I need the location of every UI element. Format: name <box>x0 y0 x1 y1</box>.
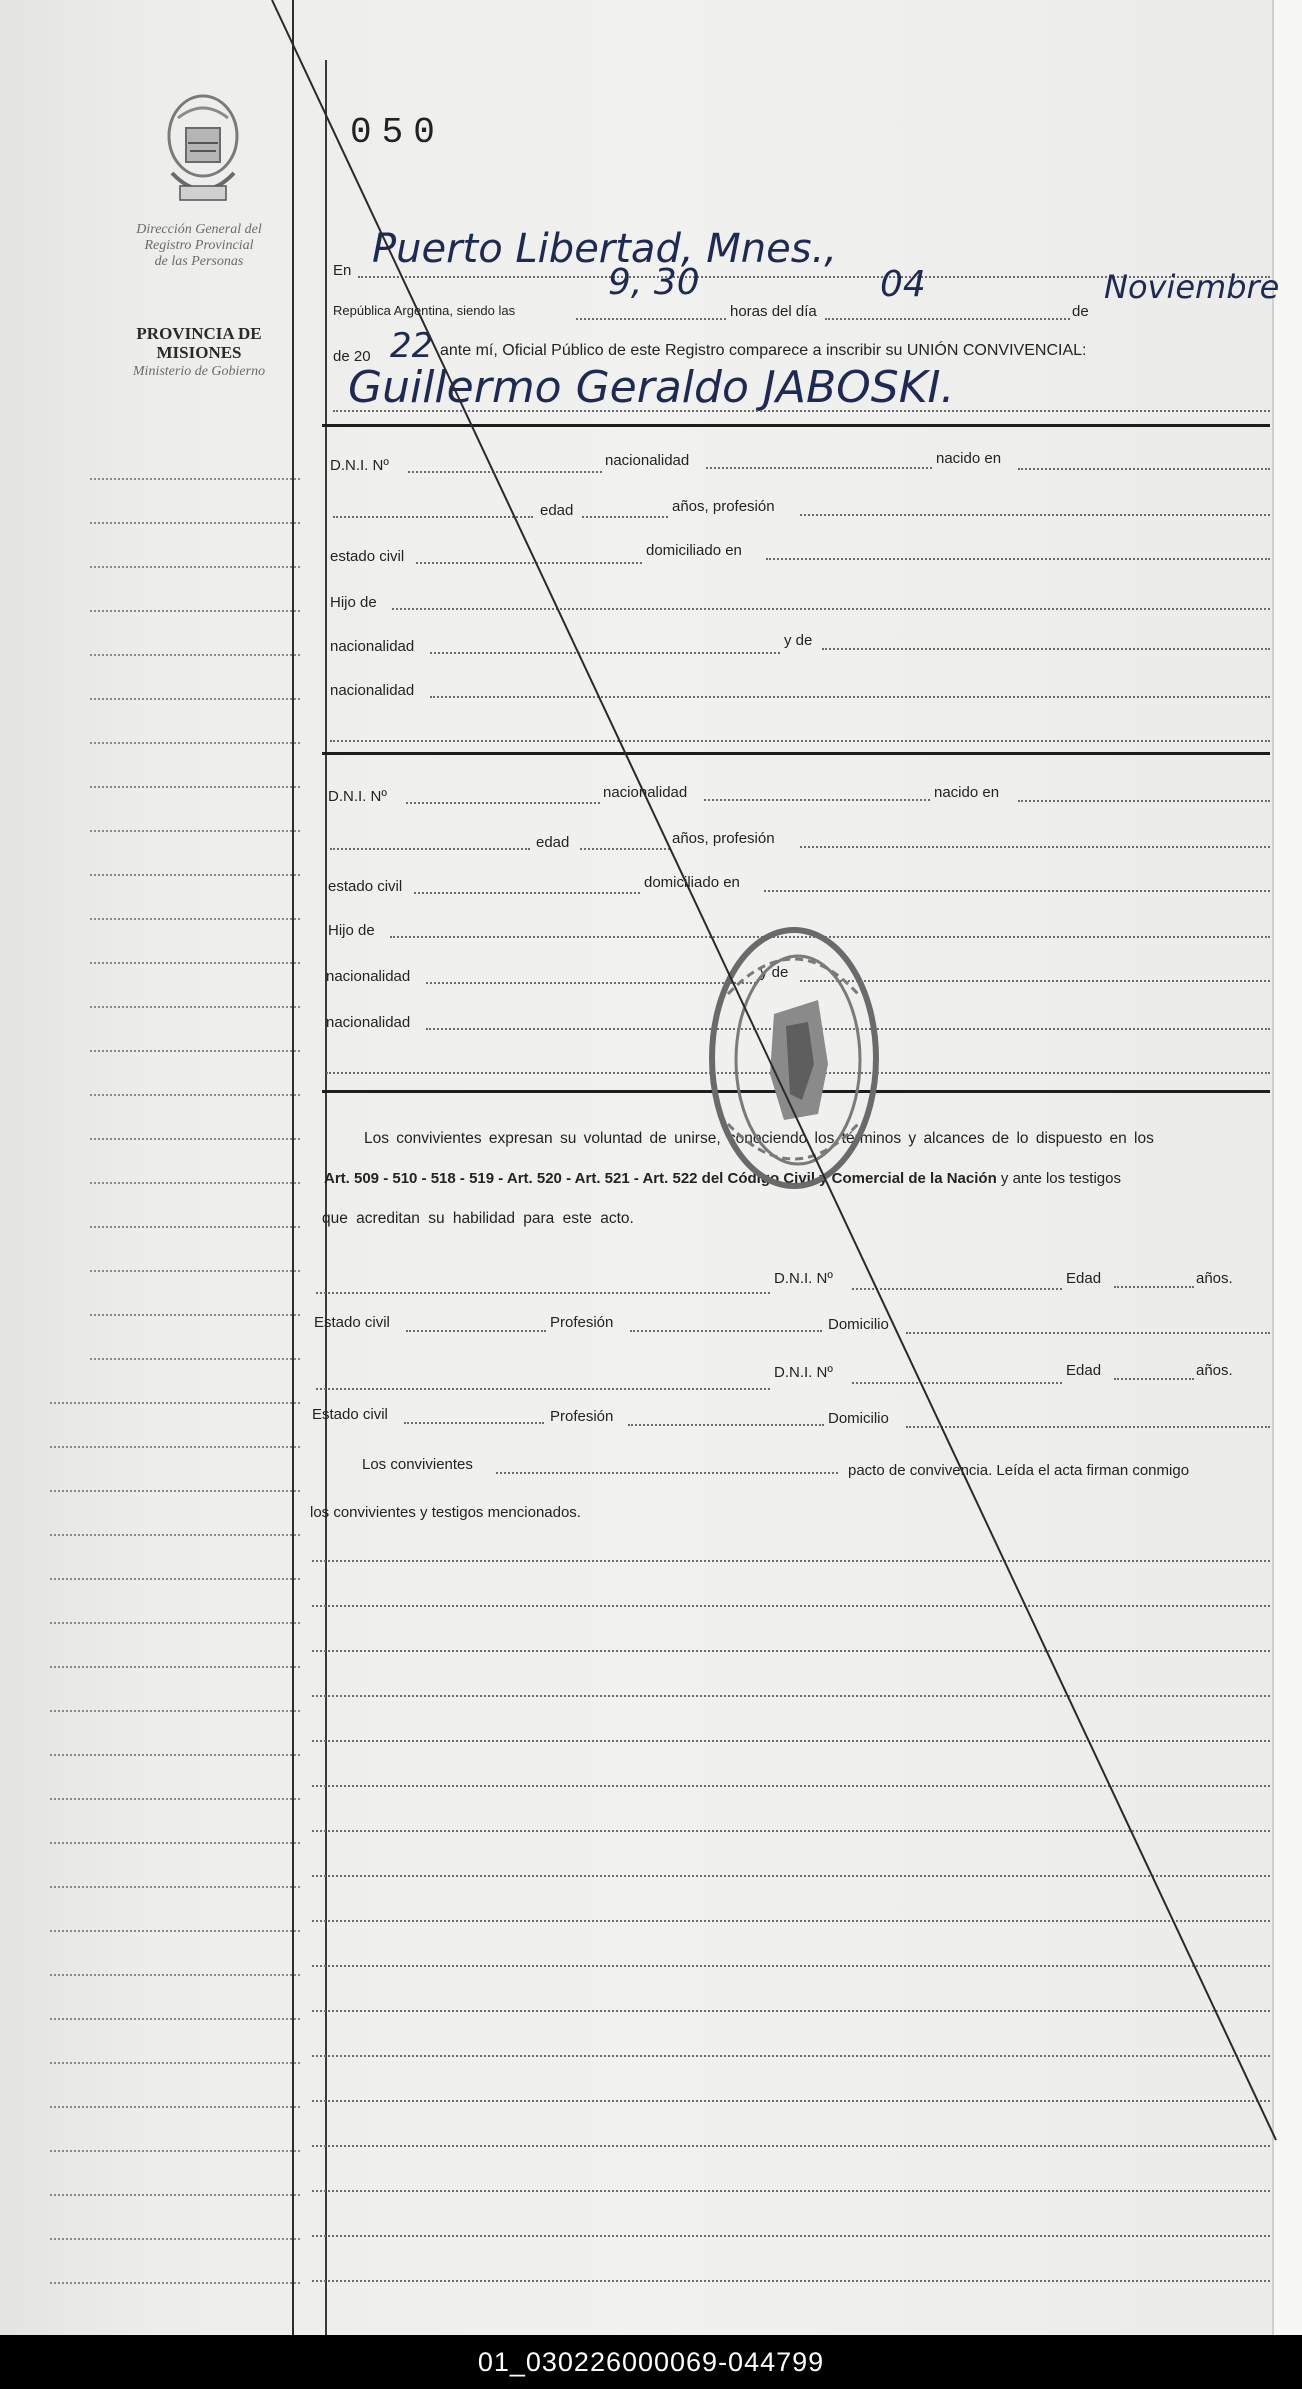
handwritten-day: 04 <box>880 264 926 305</box>
declaration-line-3: que acreditan su habilidad para este acto. <box>322 1210 634 1227</box>
closing-convivientes: Los convivientes <box>362 1456 473 1473</box>
ministry-name: Ministerio de Gobierno <box>132 364 266 379</box>
witness-1-estado-label: Estado civil <box>314 1314 390 1331</box>
handwritten-place: Puerto Libertad, Mnes., <box>372 226 837 272</box>
office-line-1: Dirección General del <box>136 222 262 237</box>
handwritten-hour: 9, 30 <box>608 262 700 303</box>
declaration-articles: Art. 509 - 510 - 518 - 519 - Art. 520 - Art. 521 - Art. 522 del Código Civil y Comercial de la Nación <box>324 1170 997 1187</box>
label-nacido-2: nacido en <box>934 784 1000 801</box>
label-nac-madre-1: nacionalidad <box>330 682 415 699</box>
label-hijo-de-2: Hijo de <box>328 922 375 939</box>
witness-2-estado-label: Estado civil <box>312 1406 388 1423</box>
label-profesion-1: años, profesión <box>672 498 775 515</box>
label-dni-2: D.N.I. Nº <box>328 788 387 805</box>
handwritten-year: 22 <box>390 326 434 366</box>
label-domicilio-1: domiciliado en <box>646 542 742 559</box>
closing-line-2: los convivientes y testigos mencionados. <box>310 1504 581 1521</box>
closing-pacto: pacto de convivencia. Leída el acta firman conmigo <box>848 1462 1190 1479</box>
label-dni-1: D.N.I. Nº <box>330 457 389 474</box>
label-nac-padre-2: nacionalidad <box>326 968 411 985</box>
label-horas: horas del día <box>730 303 817 320</box>
handwritten-month: Noviembre <box>1104 268 1280 306</box>
label-nac-madre-2: nacionalidad <box>326 1014 411 1031</box>
label-profesion-2: años, profesión <box>672 830 775 847</box>
handwritten-person-name: Guillermo Geraldo JABOSKI. <box>348 362 955 413</box>
label-de: de <box>1072 303 1089 320</box>
province-line-2: MISIONES <box>156 343 242 362</box>
witness-2-dni-label: D.N.I. Nº <box>774 1364 833 1381</box>
label-en: En <box>333 262 352 279</box>
witness-2-anos-label: años. <box>1196 1362 1233 1379</box>
label-edad-1: edad <box>540 502 574 519</box>
label-nac-padre-1: nacionalidad <box>330 638 415 655</box>
witness-1-anos-label: años. <box>1196 1270 1233 1287</box>
folio-number: 050 <box>350 112 445 153</box>
label-ante-mi: ante mí, Oficial Público de este Registro comparece a inscribir su UNIÓN CONVIVENCIAL: <box>440 342 1087 359</box>
label-estado-civil-1: estado civil <box>330 548 405 565</box>
document-id-footer: 01_030226000069-044799 <box>0 2335 1302 2389</box>
declaration-line-1: Los convivientes expresan su voluntad de unirse, conociendo los términos y alcances de lo dispuesto en los <box>364 1130 1154 1147</box>
label-nacionalidad-2: nacionalidad <box>603 784 688 801</box>
label-y-de-2: y de <box>760 964 789 981</box>
witness-1-profesion-label: Profesión <box>550 1314 614 1331</box>
province-line-1: PROVINCIA DE <box>136 324 262 343</box>
witness-1-edad-label: Edad <box>1066 1270 1102 1287</box>
label-nacionalidad-1: nacionalidad <box>605 452 690 469</box>
witness-1-dni-label: D.N.I. Nº <box>774 1270 833 1287</box>
label-nacido-1: nacido en <box>936 450 1002 467</box>
declaration-testigos: y ante los testigos <box>1000 1170 1121 1187</box>
label-year: de 20 <box>333 348 371 365</box>
label-domicilio-2: domiciliado en <box>644 874 740 891</box>
witness-2-profesion-label: Profesión <box>550 1408 614 1425</box>
label-edad-2: edad <box>536 834 570 851</box>
label-republica: República Argentina, siendo las <box>333 303 516 318</box>
witness-1-domicilio-label: Domicilio <box>828 1316 889 1333</box>
witness-2-edad-label: Edad <box>1066 1362 1102 1379</box>
witness-2-domicilio-label: Domicilio <box>828 1410 889 1427</box>
office-line-3: de las Personas <box>154 254 244 269</box>
label-estado-civil-2: estado civil <box>328 878 403 895</box>
label-hijo-de-1: Hijo de <box>330 594 377 611</box>
office-line-2: Registro Provincial <box>144 238 254 253</box>
label-y-de-1: y de <box>784 632 813 649</box>
